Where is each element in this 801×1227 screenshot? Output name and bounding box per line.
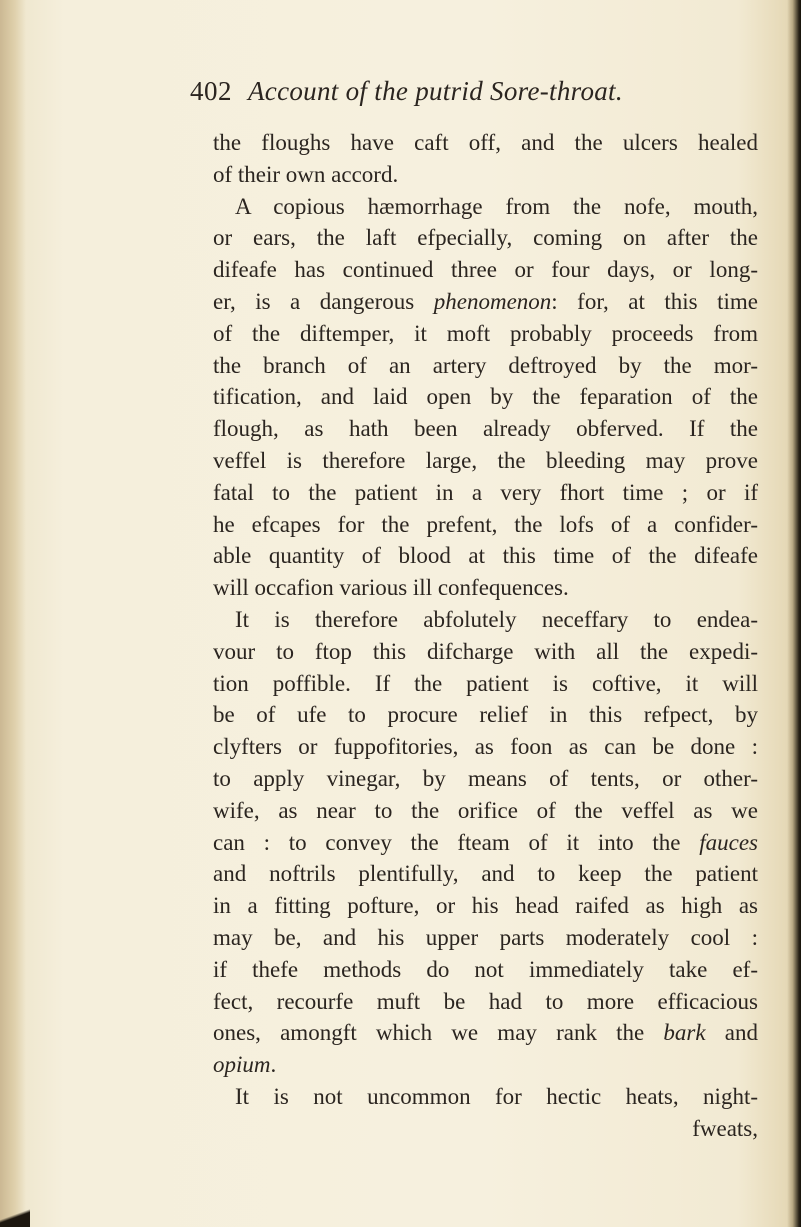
page-gutter-shadow xyxy=(0,0,26,1227)
text-run: wife, as near to the orifice of the veffel as we xyxy=(213,797,758,823)
page-corner-shadow xyxy=(0,1205,30,1227)
text-run: tification, and laid open by the feparation of the xyxy=(213,384,758,410)
text-run: may be, and his upper parts moderately cool : xyxy=(213,924,758,950)
body-text xyxy=(213,127,758,1145)
text-line xyxy=(213,127,758,159)
text-line xyxy=(213,763,758,795)
text-run: he efcapes for the prefent, the lofs of a confider- xyxy=(213,511,758,537)
text-run: of their own accord. xyxy=(213,161,399,187)
text-run: can : to convey the fteam of it into the xyxy=(213,829,700,855)
text-line xyxy=(213,477,758,509)
text-run: ones, amongft which we may rank the xyxy=(213,1020,664,1046)
text-line xyxy=(213,191,758,223)
text-run: will occafion various ill confequences. xyxy=(213,575,569,601)
text-run: and xyxy=(705,1020,758,1046)
italic-term: fauces xyxy=(699,829,758,855)
text-run: fatal to the patient in a very fhort time ; or if xyxy=(213,479,758,505)
text-run: fect, recourfe muft be had to more efficacious xyxy=(213,988,758,1014)
text-line xyxy=(213,381,758,413)
text-line xyxy=(213,222,758,254)
text-line xyxy=(213,731,758,763)
text-line xyxy=(213,509,758,541)
text-run: the branch of an artery deftroyed by the mor- xyxy=(213,352,758,378)
text-run: It is not uncommon for hectic heats, night- xyxy=(235,1083,758,1109)
text-run: and noftrils plentifully, and to keep the patient xyxy=(213,861,758,887)
page-number: 402 xyxy=(190,76,232,106)
text-run: It is therefore abfolutely neceffary to endea- xyxy=(235,606,758,632)
text-run: in a fitting pofture, or his head raifed as high as xyxy=(213,893,758,919)
text-line xyxy=(213,890,758,922)
text-run: if thefe methods do not immediately take ef- xyxy=(213,956,758,982)
running-title: Account of the putrid Sore-throat. xyxy=(248,76,623,106)
text-run: difeafe has continued three or four days, or long- xyxy=(213,257,758,283)
text-run: vour to ftop this difcharge with all the expedi- xyxy=(213,638,758,664)
text-line xyxy=(213,254,758,286)
text-run: the floughs have caft off, and the ulcers healed xyxy=(213,130,758,155)
text-line xyxy=(213,1017,758,1049)
text-line xyxy=(213,858,758,890)
text-line xyxy=(213,954,758,986)
text-line xyxy=(213,1081,758,1113)
text-line xyxy=(213,286,758,318)
italic-term: phenomenon xyxy=(433,288,552,314)
text-run: of the diftemper, it moft probably proceeds from xyxy=(213,320,758,346)
text-run: clyfters or fuppofitories, as foon as can be done : xyxy=(213,734,758,760)
text-line xyxy=(213,699,758,731)
text-line xyxy=(213,795,758,827)
page-edge-shadow xyxy=(787,0,801,1227)
italic-term: bark xyxy=(663,1020,706,1046)
italic-term: opium xyxy=(213,1052,271,1078)
text-run: or ears, the laft efpecially, coming on after the xyxy=(213,225,758,251)
text-line xyxy=(213,636,758,668)
text-line xyxy=(213,413,758,445)
text-run: flough, as hath been already obferved. If the xyxy=(213,416,758,442)
text-line xyxy=(213,986,758,1018)
text-line xyxy=(213,1113,758,1145)
text-line xyxy=(213,540,758,572)
text-run: er, is a dangerous xyxy=(213,288,434,314)
text-line xyxy=(213,668,758,700)
text-line xyxy=(213,318,758,350)
text-line xyxy=(213,159,758,191)
text-line xyxy=(213,827,758,859)
text-run: A copious hæmorrhage from the nofe, mouth, xyxy=(235,193,758,219)
text-line xyxy=(213,572,758,604)
text-line xyxy=(213,445,758,477)
text-run: fweats, xyxy=(692,1115,758,1141)
text-run: . xyxy=(270,1052,277,1078)
page-header xyxy=(190,76,750,116)
text-line xyxy=(213,922,758,954)
text-run: be of ufe to procure relief in this refpect, by xyxy=(213,702,758,728)
text-run: to apply vinegar, by means of tents, or other- xyxy=(213,765,758,791)
text-run: : for, at this time xyxy=(551,288,758,314)
text-run: able quantity of blood at this time of the difeafe xyxy=(213,543,758,569)
text-line xyxy=(213,350,758,382)
text-line xyxy=(213,604,758,636)
text-run: tion poffible. If the patient is coftive, it will xyxy=(213,670,758,696)
text-run: veffel is therefore large, the bleeding may prove xyxy=(213,447,758,473)
text-line xyxy=(213,1049,758,1081)
